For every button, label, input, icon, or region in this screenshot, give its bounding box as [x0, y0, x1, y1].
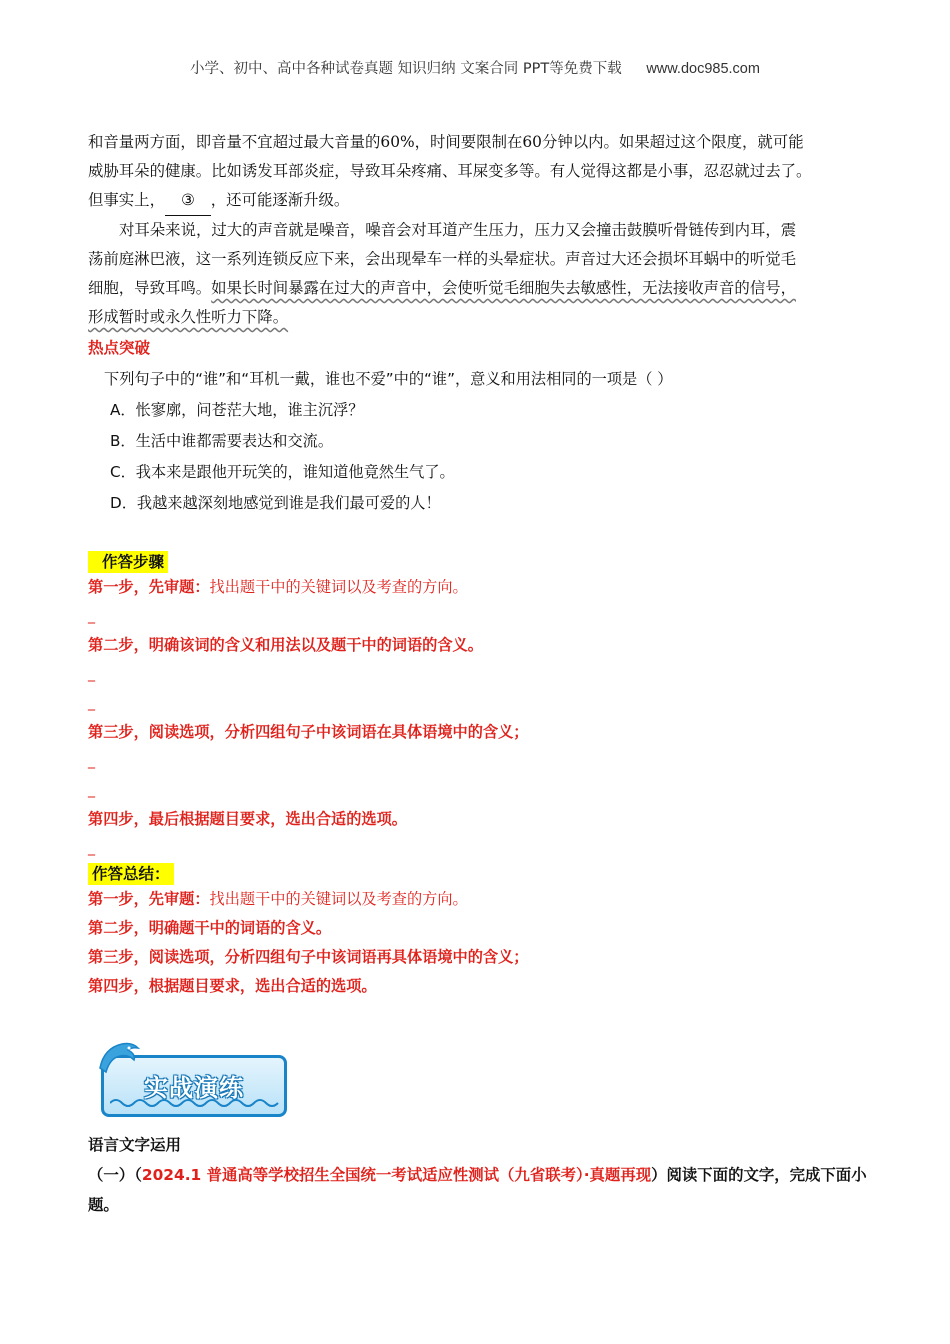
option-b: B．生活中谁都需要表达和交流。: [110, 432, 334, 450]
summary-step-four: 第四步，根据题目要求，选出合适的选项。: [88, 977, 377, 995]
answer-blank: _: [88, 608, 95, 624]
passage-line: 对耳朵来说，过大的声音就是噪音，噪音会对耳道产生压力，压力又会撞击鼓膜听骨链传到内耳，震: [119, 221, 797, 239]
passage-line: 荡前庭淋巴液，这一系列连锁反应下来，会出现晕车一样的头晕症状。声音过大还会损坏耳蜗中的听觉毛: [88, 250, 796, 268]
summary-step-one: 第一步，先审题：找出题干中的关键词以及考查的方向。: [88, 890, 468, 908]
answer-blank: _: [88, 666, 95, 682]
dolphin-icon: [96, 1038, 142, 1078]
summary-step-three: 第三步，阅读选项，分析四组句子中该词语再具体语境中的含义；: [88, 948, 529, 966]
question-source: 2024.1 普通高等学校招生全国统一考试适应性测试（九省联考）·真题再现: [141, 1166, 652, 1184]
answer-blank: _: [88, 695, 95, 711]
steps-title: 作答步骤: [88, 551, 168, 573]
page-header: [0, 57, 950, 78]
answer-blank: _: [88, 782, 95, 798]
hotspot-title: 热点突破: [88, 339, 151, 357]
subsection-title: 语言文字运用: [88, 1136, 182, 1154]
header-text: 小学、初中、高中各种试卷真题 知识归纳 文案合同 PPT等免费下载: [190, 61, 622, 77]
option-c: C．我本来是跟他开玩笑的，谁知道他竟然生气了。: [110, 463, 455, 481]
passage-line: 威胁耳朵的健康。比如诱发耳部炎症，导致耳朵疼痛、耳屎变多等。有人觉得这都是小事，忍忍就过去了。: [88, 162, 812, 180]
step-four: 第四步，最后根据题目要求，选出合适的选项。: [88, 810, 407, 828]
step-one: 第一步，先审题：找出题干中的关键词以及考查的方向。: [88, 578, 468, 596]
passage-line: 和音量两方面，即音量不宜超过最大音量的60%，时间要限制在60分钟以内。如果超过这个限度，就可能: [88, 133, 804, 151]
wavy-underline-text: 形成暂时或永久性听力下降。: [88, 308, 289, 326]
question-stem: 下列句子中的“谁”和“耳机一戴，谁也不爱”中的“谁”，意义和用法相同的一项是（ ）: [104, 370, 673, 388]
answer-blank: _: [88, 753, 95, 769]
steps-title-row: [88, 551, 868, 573]
document-body: [88, 128, 868, 1001]
question-intro: （一）（2024.1 普通高等学校招生全国统一考试适应性测试（九省联考）·真题再现）阅读下面的文字，完成下面小题。: [88, 1166, 867, 1214]
step-two: 第二步，明确该词的含义和用法以及题干中的词语的含义。: [88, 636, 483, 654]
practice-badge-label: 实战演练: [144, 1074, 244, 1102]
step-three: 第三步，阅读选项，分析四组句子中该词语在具体语境中的含义；: [88, 723, 529, 741]
wavy-underline-text: 如果长时间暴露在过大的声音中，会使听觉毛细胞失去敏感性，无法接收声音的信号，: [211, 279, 796, 297]
summary-step-two: 第二步，明确题干中的词语的含义。: [88, 919, 331, 937]
option-d: D．我越来越深刻地感觉到谁是我们最可爱的人！: [110, 494, 441, 512]
summary-title: 作答总结：: [88, 863, 174, 885]
option-a: A．怅寥廓，问苍茫大地，谁主沉浮？: [110, 401, 364, 419]
summary-title-row: [88, 863, 868, 885]
blank-three: ③: [165, 186, 211, 216]
answer-blank: _: [88, 840, 95, 856]
passage-line: [88, 303, 868, 332]
waves-icon: [110, 1096, 282, 1110]
header-site-link[interactable]: www.doc985.com: [646, 61, 760, 77]
passage-line: 细胞，导致耳鸣。如果长时间暴露在过大的声音中，会使听觉毛细胞失去敏感性，无法接收声音的信号，: [88, 279, 796, 297]
passage-line: 但事实上， ③ ，还可能逐渐升级。: [88, 186, 868, 216]
reading-passage: [88, 128, 868, 332]
